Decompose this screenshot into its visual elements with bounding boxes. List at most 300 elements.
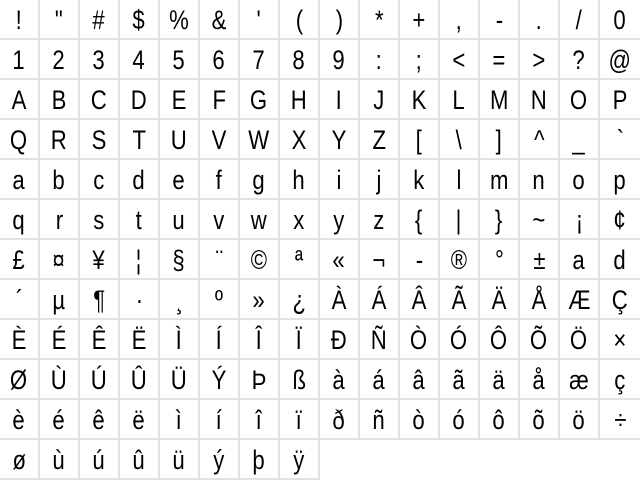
glyph: 2 — [52, 45, 66, 75]
glyph-cell-r4c14[interactable] — [520, 120, 560, 160]
empty-cell — [360, 440, 400, 480]
glyph: Î — [255, 325, 263, 355]
glyph: _ — [572, 125, 586, 155]
glyph: c — [93, 165, 105, 195]
empty-cell — [600, 440, 640, 480]
glyph-cell-r9c4[interactable] — [120, 320, 160, 360]
glyph-cell-r9c9[interactable] — [320, 320, 360, 360]
glyph: ì — [175, 405, 183, 435]
glyph-cell-r8c4[interactable] — [120, 280, 160, 320]
glyph: Ü — [171, 365, 187, 395]
glyph-cell-r2c8[interactable] — [280, 40, 320, 80]
glyph-cell-r5c13[interactable] — [480, 160, 520, 200]
glyph-cell-r12c1[interactable] — [0, 440, 40, 480]
glyph: ¶ — [93, 285, 105, 315]
glyph-cell-r10c3[interactable] — [80, 360, 120, 400]
glyph-cell-r10c8[interactable] — [280, 360, 320, 400]
glyph-cell-r7c8[interactable] — [280, 240, 320, 280]
glyph-cell-r7c9[interactable] — [320, 240, 360, 280]
glyph-cell-r10c16[interactable] — [600, 360, 640, 400]
glyph-cell-r1c4[interactable] — [120, 0, 160, 40]
glyph-cell-r8c1[interactable] — [0, 280, 40, 320]
glyph: Ò — [410, 325, 428, 355]
glyph: P — [612, 85, 628, 115]
glyph-cell-r7c11[interactable] — [400, 240, 440, 280]
glyph-cell-r10c15[interactable] — [560, 360, 600, 400]
glyph-cell-r3c16[interactable] — [600, 80, 640, 120]
glyph-cell-r11c7[interactable] — [240, 400, 280, 440]
glyph-cell-r11c9[interactable] — [320, 400, 360, 440]
glyph: Æ — [567, 285, 591, 315]
glyph-cell-r10c9[interactable] — [320, 360, 360, 400]
glyph-cell-r4c10[interactable] — [360, 120, 400, 160]
glyph-cell-r9c1[interactable] — [0, 320, 40, 360]
glyph: x — [293, 205, 305, 235]
glyph-cell-r9c2[interactable] — [40, 320, 80, 360]
glyph-cell-r7c6[interactable] — [200, 240, 240, 280]
glyph-cell-r9c12[interactable] — [440, 320, 480, 360]
glyph: æ — [569, 365, 589, 395]
glyph: Ù — [51, 365, 67, 395]
glyph: T — [132, 125, 146, 155]
glyph: - — [495, 5, 503, 35]
glyph: 4 — [132, 45, 146, 75]
glyph-cell-r3c14[interactable] — [520, 80, 560, 120]
glyph-cell-r11c13[interactable] — [480, 400, 520, 440]
glyph: s — [93, 205, 105, 235]
glyph: É — [51, 325, 67, 355]
glyph-cell-r11c15[interactable] — [560, 400, 600, 440]
glyph: ¦ — [136, 245, 142, 275]
glyph: ä — [492, 365, 506, 395]
glyph: ø — [12, 445, 26, 475]
glyph-cell-r6c2[interactable] — [40, 200, 80, 240]
glyph: z — [373, 205, 385, 235]
glyph: f — [215, 165, 223, 195]
glyph-cell-r11c8[interactable] — [280, 400, 320, 440]
glyph-cell-r4c7[interactable] — [240, 120, 280, 160]
glyph-cell-r3c15[interactable] — [560, 80, 600, 120]
glyph: } — [495, 205, 503, 235]
glyph: Ì — [175, 325, 183, 355]
glyph-cell-r1c11[interactable] — [400, 0, 440, 40]
glyph-cell-r2c16[interactable] — [600, 40, 640, 80]
glyph-cell-r10c1[interactable] — [0, 360, 40, 400]
glyph-cell-r4c11[interactable] — [400, 120, 440, 160]
glyph-cell-r2c5[interactable] — [160, 40, 200, 80]
glyph: i — [336, 165, 342, 195]
glyph-cell-r7c4[interactable] — [120, 240, 160, 280]
glyph-cell-r8c8[interactable] — [280, 280, 320, 320]
glyph: Ý — [211, 365, 227, 395]
glyph-cell-r1c3[interactable] — [80, 0, 120, 40]
glyph: ^ — [533, 125, 545, 155]
glyph-cell-r5c8[interactable] — [280, 160, 320, 200]
glyph: b — [52, 165, 66, 195]
glyph-cell-r4c4[interactable] — [120, 120, 160, 160]
glyph: Õ — [530, 325, 548, 355]
glyph-cell-r2c11[interactable] — [400, 40, 440, 80]
glyph-cell-r10c6[interactable] — [200, 360, 240, 400]
glyph: + — [412, 5, 426, 35]
glyph: u — [172, 205, 186, 235]
glyph: w — [251, 205, 267, 235]
glyph: ÷ — [613, 405, 627, 435]
glyph-cell-r2c14[interactable] — [520, 40, 560, 80]
glyph-cell-r12c8[interactable] — [280, 440, 320, 480]
glyph: ê — [92, 405, 106, 435]
glyph-cell-r2c12[interactable] — [440, 40, 480, 80]
glyph-cell-r5c14[interactable] — [520, 160, 560, 200]
glyph: Ñ — [371, 325, 387, 355]
glyph-cell-r5c16[interactable] — [600, 160, 640, 200]
glyph-cell-r9c16[interactable] — [600, 320, 640, 360]
glyph-cell-r4c6[interactable] — [200, 120, 240, 160]
glyph-cell-r7c14[interactable] — [520, 240, 560, 280]
glyph-cell-r4c9[interactable] — [320, 120, 360, 160]
glyph: t — [135, 205, 143, 235]
glyph: j — [376, 165, 382, 195]
glyph: ô — [492, 405, 506, 435]
glyph-cell-r10c13[interactable] — [480, 360, 520, 400]
glyph-cell-r1c15[interactable] — [560, 0, 600, 40]
glyph-cell-r11c4[interactable] — [120, 400, 160, 440]
glyph-cell-r2c10[interactable] — [360, 40, 400, 80]
glyph-cell-r11c6[interactable] — [200, 400, 240, 440]
glyph-cell-r5c12[interactable] — [440, 160, 480, 200]
glyph: ñ — [372, 405, 386, 435]
glyph: O — [570, 85, 588, 115]
glyph-cell-r6c9[interactable] — [320, 200, 360, 240]
glyph-cell-r8c16[interactable] — [600, 280, 640, 320]
glyph-cell-r3c8[interactable] — [280, 80, 320, 120]
empty-cell — [320, 440, 360, 480]
glyph-cell-r6c8[interactable] — [280, 200, 320, 240]
glyph: U — [171, 125, 187, 155]
glyph-cell-r7c3[interactable] — [80, 240, 120, 280]
glyph-cell-r3c6[interactable] — [200, 80, 240, 120]
glyph-cell-r12c2[interactable] — [40, 440, 80, 480]
glyph-cell-r3c2[interactable] — [40, 80, 80, 120]
glyph-cell-r3c9[interactable] — [320, 80, 360, 120]
glyph: 6 — [212, 45, 226, 75]
glyph: ¨ — [215, 245, 223, 275]
glyph-cell-r6c3[interactable] — [80, 200, 120, 240]
glyph: å — [532, 365, 546, 395]
glyph-cell-r2c6[interactable] — [200, 40, 240, 80]
glyph-cell-r1c16[interactable] — [600, 0, 640, 40]
glyph-cell-r10c5[interactable] — [160, 360, 200, 400]
glyph-cell-r1c7[interactable] — [240, 0, 280, 40]
glyph-cell-r10c14[interactable] — [520, 360, 560, 400]
glyph-cell-r7c2[interactable] — [40, 240, 80, 280]
glyph-cell-r10c12[interactable] — [440, 360, 480, 400]
glyph: 9 — [332, 45, 346, 75]
glyph: F — [212, 85, 226, 115]
glyph-cell-r5c1[interactable] — [0, 160, 40, 200]
glyph: í — [215, 405, 223, 435]
glyph: v — [213, 205, 225, 235]
glyph-cell-r2c1[interactable] — [0, 40, 40, 80]
glyph-cell-r9c14[interactable] — [520, 320, 560, 360]
glyph-cell-r8c15[interactable] — [560, 280, 600, 320]
glyph: é — [52, 405, 66, 435]
glyph: : — [375, 45, 383, 75]
glyph-cell-r6c11[interactable] — [400, 200, 440, 240]
glyph: ® — [450, 245, 468, 275]
glyph: î — [255, 405, 263, 435]
glyph-cell-r2c4[interactable] — [120, 40, 160, 80]
glyph-cell-r9c8[interactable] — [280, 320, 320, 360]
glyph-cell-r4c12[interactable] — [440, 120, 480, 160]
glyph-cell-r10c10[interactable] — [360, 360, 400, 400]
glyph: Â — [411, 285, 427, 315]
glyph: . — [535, 5, 543, 35]
glyph-cell-r4c2[interactable] — [40, 120, 80, 160]
glyph-cell-r2c9[interactable] — [320, 40, 360, 80]
glyph: ð — [332, 405, 346, 435]
glyph-cell-r5c7[interactable] — [240, 160, 280, 200]
glyph: ´ — [15, 285, 23, 315]
glyph: ) — [335, 5, 343, 35]
glyph: ¿ — [292, 285, 306, 315]
glyph: a — [572, 245, 586, 275]
glyph-cell-r8c7[interactable] — [240, 280, 280, 320]
glyph-cell-r8c10[interactable] — [360, 280, 400, 320]
empty-cell — [480, 440, 520, 480]
glyph: Ø — [10, 365, 28, 395]
glyph: - — [415, 245, 423, 275]
glyph-cell-r3c11[interactable] — [400, 80, 440, 120]
glyph: ö — [572, 405, 586, 435]
glyph-cell-r12c6[interactable] — [200, 440, 240, 480]
glyph: q — [12, 205, 26, 235]
glyph: ± — [532, 245, 546, 275]
glyph-cell-r3c5[interactable] — [160, 80, 200, 120]
glyph: ( — [295, 5, 303, 35]
glyph-cell-r9c11[interactable] — [400, 320, 440, 360]
glyph: & — [211, 5, 227, 35]
glyph: 5 — [172, 45, 186, 75]
glyph-cell-r6c5[interactable] — [160, 200, 200, 240]
glyph-cell-r7c7[interactable] — [240, 240, 280, 280]
glyph-cell-r1c12[interactable] — [440, 0, 480, 40]
glyph: ° — [494, 245, 504, 275]
glyph-cell-r5c6[interactable] — [200, 160, 240, 200]
glyph: Ë — [131, 325, 147, 355]
glyph: È — [11, 325, 27, 355]
glyph-cell-r10c7[interactable] — [240, 360, 280, 400]
glyph: H — [291, 85, 307, 115]
empty-cell — [440, 440, 480, 480]
glyph: £ — [12, 245, 26, 275]
glyph: X — [291, 125, 307, 155]
glyph-cell-r2c2[interactable] — [40, 40, 80, 80]
glyph: N — [531, 85, 547, 115]
glyph: ÿ — [293, 445, 305, 475]
glyph-cell-r9c13[interactable] — [480, 320, 520, 360]
glyph-cell-r1c1[interactable] — [0, 0, 40, 40]
glyph: * — [374, 5, 384, 35]
glyph-cell-r12c5[interactable] — [160, 440, 200, 480]
glyph: ¢ — [613, 205, 627, 235]
glyph-cell-r8c14[interactable] — [520, 280, 560, 320]
glyph-cell-r5c4[interactable] — [120, 160, 160, 200]
glyph-cell-r6c4[interactable] — [120, 200, 160, 240]
glyph-cell-r1c6[interactable] — [200, 0, 240, 40]
glyph-cell-r1c5[interactable] — [160, 0, 200, 40]
glyph-cell-r8c9[interactable] — [320, 280, 360, 320]
glyph-cell-r8c3[interactable] — [80, 280, 120, 320]
glyph: Þ — [251, 365, 267, 395]
glyph-cell-r10c2[interactable] — [40, 360, 80, 400]
glyph-cell-r1c2[interactable] — [40, 0, 80, 40]
glyph-cell-r11c1[interactable] — [0, 400, 40, 440]
glyph-cell-r11c14[interactable] — [520, 400, 560, 440]
glyph-cell-r7c12[interactable] — [440, 240, 480, 280]
glyph-cell-r3c4[interactable] — [120, 80, 160, 120]
glyph: a — [12, 165, 26, 195]
glyph-cell-r4c15[interactable] — [560, 120, 600, 160]
glyph-cell-r2c3[interactable] — [80, 40, 120, 80]
glyph: # — [92, 5, 106, 35]
glyph: l — [456, 165, 462, 195]
glyph-cell-r7c16[interactable] — [600, 240, 640, 280]
glyph-cell-r3c7[interactable] — [240, 80, 280, 120]
glyph-cell-r6c6[interactable] — [200, 200, 240, 240]
glyph-cell-r4c13[interactable] — [480, 120, 520, 160]
glyph-cell-r1c10[interactable] — [360, 0, 400, 40]
glyph-cell-r6c12[interactable] — [440, 200, 480, 240]
glyph-cell-r3c1[interactable] — [0, 80, 40, 120]
glyph-cell-r6c1[interactable] — [0, 200, 40, 240]
glyph-cell-r9c3[interactable] — [80, 320, 120, 360]
glyph-cell-r9c15[interactable] — [560, 320, 600, 360]
glyph-cell-r8c13[interactable] — [480, 280, 520, 320]
glyph-cell-r4c16[interactable] — [600, 120, 640, 160]
glyph-cell-r10c11[interactable] — [400, 360, 440, 400]
glyph-cell-r8c5[interactable] — [160, 280, 200, 320]
glyph-cell-r5c9[interactable] — [320, 160, 360, 200]
glyph-cell-r5c15[interactable] — [560, 160, 600, 200]
glyph-cell-r1c9[interactable] — [320, 0, 360, 40]
glyph: » — [252, 285, 266, 315]
glyph-cell-r4c1[interactable] — [0, 120, 40, 160]
glyph: · — [135, 285, 143, 315]
glyph-cell-r6c7[interactable] — [240, 200, 280, 240]
glyph-cell-r7c15[interactable] — [560, 240, 600, 280]
glyph-cell-r5c11[interactable] — [400, 160, 440, 200]
glyph: ¬ — [372, 245, 386, 275]
glyph: ¥ — [92, 245, 106, 275]
glyph-cell-r1c13[interactable] — [480, 0, 520, 40]
glyph: ª — [294, 245, 304, 275]
glyph: Á — [371, 285, 387, 315]
glyph-cell-r6c16[interactable] — [600, 200, 640, 240]
glyph: , — [455, 5, 463, 35]
glyph-cell-r6c14[interactable] — [520, 200, 560, 240]
glyph-cell-r8c2[interactable] — [40, 280, 80, 320]
glyph-cell-r6c15[interactable] — [560, 200, 600, 240]
glyph: ú — [92, 445, 106, 475]
glyph-cell-r8c12[interactable] — [440, 280, 480, 320]
glyph-cell-r1c14[interactable] — [520, 0, 560, 40]
glyph-cell-r4c5[interactable] — [160, 120, 200, 160]
glyph: K — [411, 85, 427, 115]
glyph: Ô — [490, 325, 508, 355]
glyph-cell-r11c16[interactable] — [600, 400, 640, 440]
glyph-cell-r3c13[interactable] — [480, 80, 520, 120]
glyph-cell-r3c3[interactable] — [80, 80, 120, 120]
glyph-cell-r11c12[interactable] — [440, 400, 480, 440]
glyph: n — [532, 165, 546, 195]
glyph: Z — [372, 125, 386, 155]
glyph-cell-r6c13[interactable] — [480, 200, 520, 240]
glyph-cell-r1c8[interactable] — [280, 0, 320, 40]
glyph: Ú — [91, 365, 107, 395]
glyph-cell-r11c5[interactable] — [160, 400, 200, 440]
glyph-cell-r11c3[interactable] — [80, 400, 120, 440]
glyph-cell-r3c12[interactable] — [440, 80, 480, 120]
glyph-cell-r9c6[interactable] — [200, 320, 240, 360]
glyph-cell-r6c10[interactable] — [360, 200, 400, 240]
glyph-cell-r7c10[interactable] — [360, 240, 400, 280]
glyph-cell-r11c2[interactable] — [40, 400, 80, 440]
glyph: e — [172, 165, 186, 195]
glyph-cell-r8c11[interactable] — [400, 280, 440, 320]
glyph-cell-r2c7[interactable] — [240, 40, 280, 80]
glyph-cell-r11c11[interactable] — [400, 400, 440, 440]
glyph-cell-r12c3[interactable] — [80, 440, 120, 480]
glyph: D — [131, 85, 147, 115]
glyph-cell-r2c15[interactable] — [560, 40, 600, 80]
glyph-cell-r7c13[interactable] — [480, 240, 520, 280]
glyph: ò — [412, 405, 426, 435]
glyph: ó — [452, 405, 466, 435]
glyph: º — [214, 285, 224, 315]
glyph-cell-r9c7[interactable] — [240, 320, 280, 360]
glyph: M — [489, 85, 509, 115]
glyph-cell-r9c5[interactable] — [160, 320, 200, 360]
glyph: G — [250, 85, 268, 115]
glyph-cell-r11c10[interactable] — [360, 400, 400, 440]
glyph-cell-r5c10[interactable] — [360, 160, 400, 200]
glyph: h — [292, 165, 306, 195]
glyph-cell-r9c10[interactable] — [360, 320, 400, 360]
glyph: Ó — [450, 325, 468, 355]
glyph-cell-r8c6[interactable] — [200, 280, 240, 320]
glyph-cell-r4c8[interactable] — [280, 120, 320, 160]
glyph-cell-r5c3[interactable] — [80, 160, 120, 200]
glyph-cell-r7c5[interactable] — [160, 240, 200, 280]
glyph: ã — [452, 365, 466, 395]
glyph: à — [332, 365, 346, 395]
glyph: Ã — [451, 285, 467, 315]
glyph: À — [331, 285, 347, 315]
glyph-cell-r5c2[interactable] — [40, 160, 80, 200]
glyph-cell-r12c4[interactable] — [120, 440, 160, 480]
glyph-cell-r5c5[interactable] — [160, 160, 200, 200]
glyph-cell-r3c10[interactable] — [360, 80, 400, 120]
glyph-cell-r10c4[interactable] — [120, 360, 160, 400]
glyph: | — [456, 205, 462, 235]
glyph-cell-r2c13[interactable] — [480, 40, 520, 80]
glyph-cell-r4c3[interactable] — [80, 120, 120, 160]
empty-cell — [520, 440, 560, 480]
glyph-cell-r12c7[interactable] — [240, 440, 280, 480]
glyph-cell-r7c1[interactable] — [0, 240, 40, 280]
glyph: ` — [616, 125, 624, 155]
